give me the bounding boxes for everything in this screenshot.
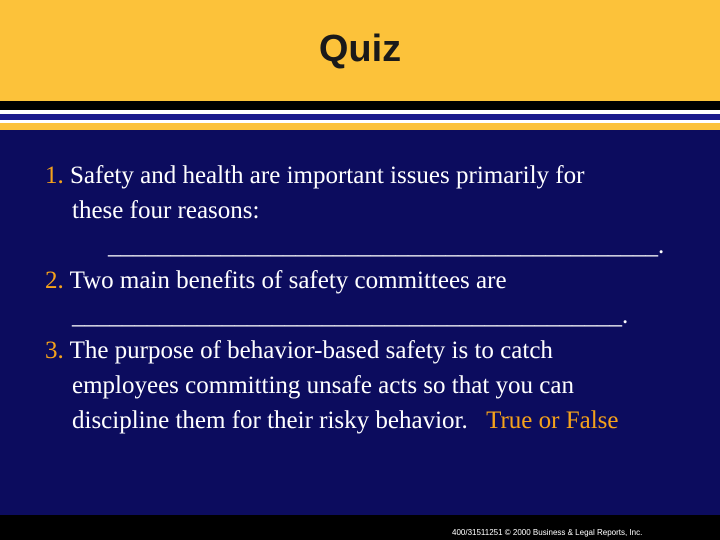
question-3-line-2: employees committing unsafe acts so that you can xyxy=(72,372,574,399)
true-false-label: True or False xyxy=(486,407,619,434)
question-2-line-1: Two main benefits of safety committees are xyxy=(69,267,507,294)
question-1-line-2: these four reasons: xyxy=(72,197,260,224)
question-3-number: 3. xyxy=(45,337,64,364)
divider-stripe-black xyxy=(0,101,720,110)
copyright-text: 400/31511251 © 2000 Business & Legal Reports, Inc. xyxy=(452,528,643,537)
question-1 xyxy=(45,158,584,193)
question-1-line-1: Safety and health are important issues primarily for xyxy=(70,162,585,189)
slide-title xyxy=(0,27,720,71)
question-2-blank: ____________________________________________. xyxy=(72,302,629,329)
question-1-blank: ____________________________________________. xyxy=(108,232,665,259)
divider-stripe-gold xyxy=(0,123,720,130)
question-3 xyxy=(45,333,553,368)
question-3-line-3-text: discipline them for their risky behavior. xyxy=(72,407,468,434)
slide-title-text: Quiz xyxy=(318,28,402,70)
question-2 xyxy=(45,263,507,298)
question-2-number: 2. xyxy=(45,267,64,294)
question-3-line-3 xyxy=(72,403,618,438)
question-1-number: 1. xyxy=(45,162,64,189)
question-3-line-1: The purpose of behavior-based safety is to catch xyxy=(69,337,553,364)
